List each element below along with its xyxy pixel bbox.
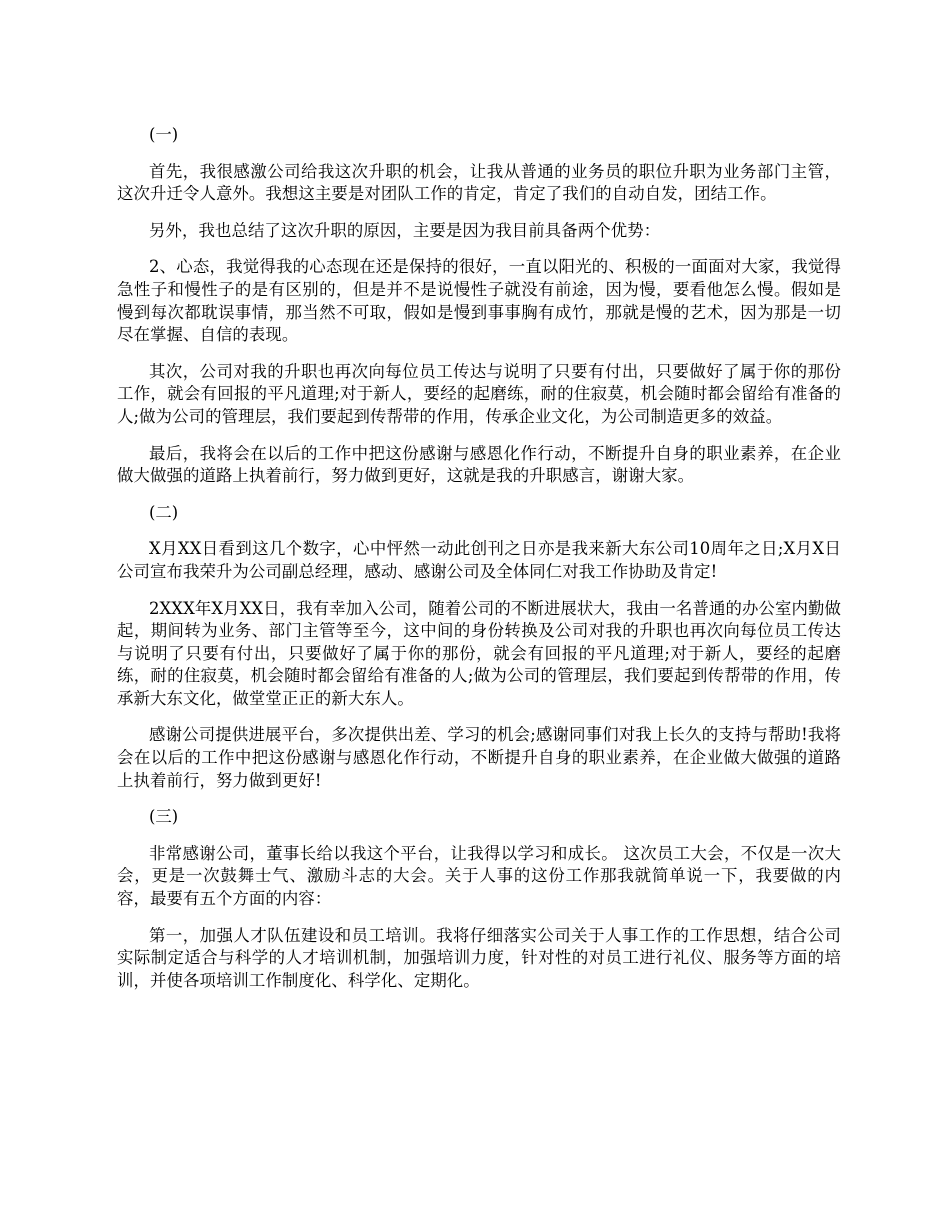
section-heading: (一) — [149, 125, 179, 144]
paragraph: X月XX日看到这几个数字，心中怦然一动此创刊之日亦是我来新大东公司10周年之日;X月X日公司宣布我荣升为公司副总经理，感动、感谢公司及全体同仁对我工作协助及肯定! — [117, 539, 841, 581]
paragraph: 其次，公司对我的升职也再次向每位员工传达与说明了只要有付出，只要做好了属于你的那份工作，就会有回报的平凡道理;对于新人，要经的起磨练，耐的住寂莫，机会随时都会留给有准备的人;做为公司的管理层，我们要起到传帮带的作用，传承企业文化，为公司制造更多的效益。 — [117, 361, 841, 426]
paragraph: 另外，我也总结了这次升职的原因，主要是因为我目前具备两个优势： — [149, 220, 661, 240]
section-heading: (二) — [149, 502, 179, 522]
paragraph: 感谢公司提供进展平台，多次提供出差、学习的机会;感谢同事们对我上长久的支持与帮助!我将会在以后的工作中把这份感谢与感恩化作行动，不断提升自身的职业素养，在企业做大做强的道路上执着前行，努力做到更好! — [117, 725, 841, 790]
document-body — [117, 124, 841, 1006]
section-1 — [117, 124, 841, 488]
paragraph: 2、心态，我觉得我的心态现在还是保持的很好，一直以阳光的、积极的一面面对大家，我觉得急性子和慢性子的是有区别的，但是并不是说慢性子就没有前途，因为慢，要看他怎么慢。假如是慢到每次都耽误事情，那当然不可取，假如是慢到事事胸有成竹，那就是慢的艺术，因为那是一切尽在掌握、自信的表现。 — [117, 257, 841, 345]
paragraph: 最后，我将会在以后的工作中把这份感谢与感恩化作行动，不断提升自身的职业素养，在企业做大做强的道路上执着前行，努力做到更好，这就是我的升职感言，谢谢大家。 — [117, 443, 841, 486]
section-3 — [117, 806, 841, 992]
paragraph: 非常感谢公司，董事长给以我这个平台，让我得以学习和成长。 这次员工大会，不仅是一次大会，更是一次鼓舞士气、激励斗志的大会。关于人事的这份工作那我就简单说一下，我要做的内容，最要有五个方面的内容： — [117, 843, 841, 909]
paragraph: 首先，我很感激公司给我这次升职的机会，让我从普通的业务员的职位升职为业务部门主管，这次升迁令人意外。我想这主要是对团队工作的肯定，肯定了我们的自动自发，团结工作。 — [117, 161, 841, 204]
section-2 — [117, 502, 841, 793]
section-heading: (三) — [149, 807, 179, 827]
paragraph: 2XXX年X月XX日，我有幸加入公司，随着公司的不断进展状大，我由一名普通的办公室内勤做起，期间转为业务、部门主管等至今，这中间的身份转换及公司对我的升职也再次向每位员工传达与说明了只要有付出，只要做好了属于你的那份，就会有回报的平凡道理;对于新人，要经的起磨练，耐的住寂莫，机会随时都会留给有准备的人;做为公司的管理层，我们要起到传帮带的作用，传承新大东文化，做堂堂正正的新大东人。 — [117, 598, 841, 708]
paragraph: 第一，加强人才队伍建设和员工培训。我将仔细落实公司关于人事工作的工作思想，结合公司实际制定适合与科学的人才培训机制，加强培训力度，针对性的对员工进行礼仪、服务等方面的培训，并使各项培训工作制度化、科学化、定期化。 — [117, 925, 841, 990]
